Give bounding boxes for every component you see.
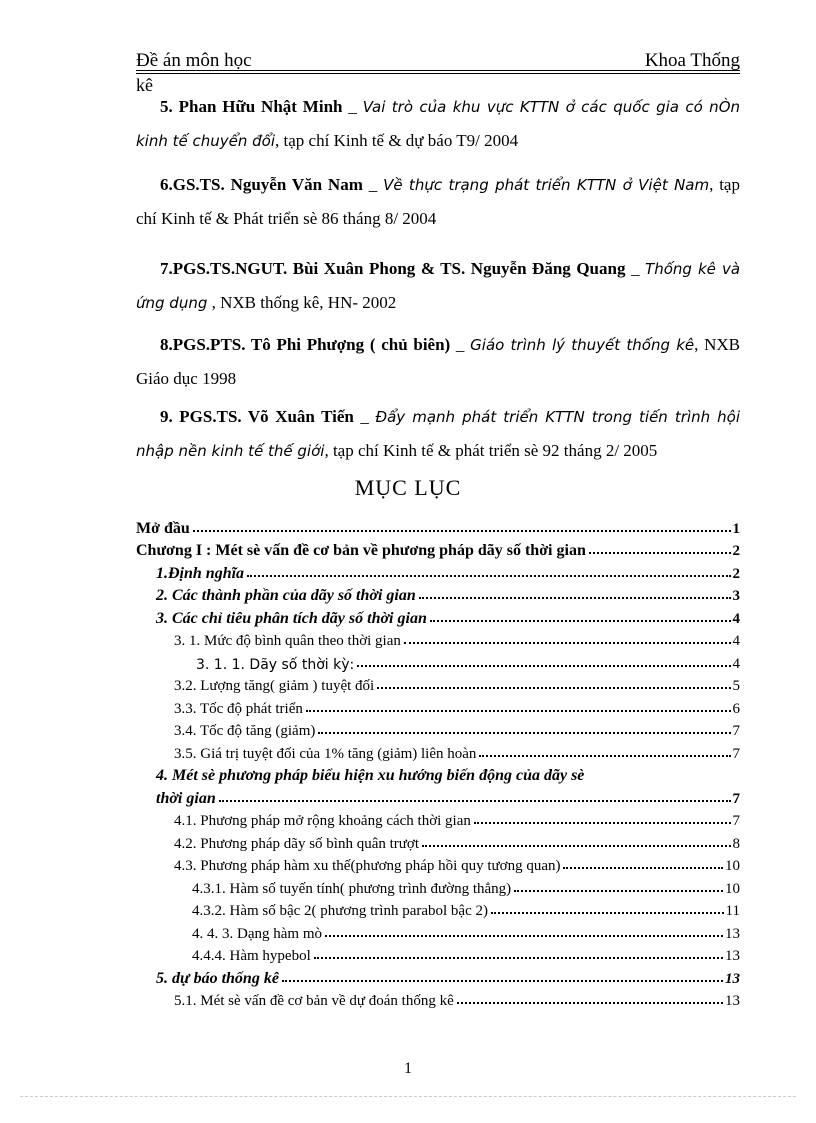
- toc-entry[interactable]: 4.1. Phương pháp mở rộng khoảng cách thời gian 7: [174, 813, 740, 829]
- reference-detail: , tạp chí Kinh tế & phát triển sè 92 tháng 2/ 2005: [324, 441, 658, 460]
- reference-item: 6.GS.TS. Nguyễn Văn Nam _ Về thực trạng phát triển KTTN ở Việt Nam, tạp chí Kinh tế & Phát triển sè 86 tháng 8/ 2004: [136, 175, 740, 228]
- page-number: 1: [404, 1060, 412, 1077]
- toc-page: 2: [732, 565, 740, 582]
- toc-entry[interactable]: 3.2. Lượng tăng( giảm ) tuyệt đối 5: [174, 678, 740, 694]
- reference-number: 8.: [160, 335, 173, 354]
- toc-entry[interactable]: 4. Mét sè phương pháp biểu hiện xu hướng biến động của dãy sè: [156, 767, 585, 784]
- reference-number: 9.: [160, 407, 180, 426]
- toc-page: 8: [732, 835, 740, 852]
- toc-entry[interactable]: 5. dự báo thống kê 13: [156, 969, 740, 987]
- toc-page: 7: [732, 813, 740, 829]
- toc-page: 4: [732, 633, 740, 649]
- header-rule: [136, 73, 740, 74]
- toc-page: 2: [732, 543, 740, 559]
- toc-entry[interactable]: 4.2. Phương pháp dãy số bình quân trượt 8: [174, 835, 740, 852]
- reference-detail: , tạp chí Kinh tế & dự báo T9/ 2004: [275, 131, 519, 150]
- reference-item: 5. Phan Hữu Nhật Minh _ Vai trò của khu vực KTTN ở các quốc gia có nÒn kinh tế chuyển đổi, tạp chí Kinh tế & dự báo T9/ 2004: [136, 97, 741, 150]
- toc-entry[interactable]: 3.3. Tốc độ phát triển 6: [174, 700, 740, 717]
- toc-entry[interactable]: 3. Các chỉ tiêu phân tích dãy số thời gian 4: [156, 609, 740, 627]
- toc-page: 13: [725, 925, 740, 942]
- toc-page: 1: [732, 520, 740, 537]
- toc-entry[interactable]: 3.5. Giá trị tuyệt đối của 1% tăng (giảm) liên hoàn 7: [174, 745, 740, 762]
- reference-author: PGS.TS. Võ Xuân Tiến: [179, 407, 354, 426]
- toc-page: 13: [725, 970, 740, 987]
- page-boundary-line: [20, 1096, 796, 1097]
- page-header: [136, 48, 740, 74]
- table-of-contents: [136, 515, 740, 1010]
- reference-title: Về thực trạng phát triển KTTN ở Việt Nam: [383, 176, 710, 194]
- reference-detail: , NXB thống kê, HN- 2002: [207, 293, 397, 312]
- toc-page: 4: [732, 610, 740, 627]
- reference-author: GS.TS. Nguyễn Văn Nam: [172, 175, 363, 194]
- toc-entry[interactable]: 4.3.2. Hàm số bậc 2( phương trình parabol bậc 2) 11: [192, 903, 740, 919]
- header-continuation: kê: [136, 75, 153, 95]
- toc-page: 10: [725, 858, 740, 874]
- toc-entry[interactable]: Mở đầu 1: [136, 519, 740, 537]
- toc-entry[interactable]: 4.4.4. Hàm hypebol 13: [192, 948, 740, 964]
- reference-title: Đẩy mạnh phát triển KTTN trong tiến trình hội nhập nền kinh tế thế giới: [136, 408, 741, 460]
- toc-title: MỤC LỤC: [354, 475, 462, 500]
- toc-page: 6: [732, 700, 740, 717]
- toc-page: 13: [725, 948, 740, 964]
- toc-page: 4: [732, 655, 740, 672]
- toc-page: 7: [732, 723, 740, 739]
- toc-page: 11: [725, 903, 740, 919]
- toc-page: 10: [725, 880, 740, 897]
- toc-entry[interactable]: 2. Các thành phần của dãy số thời gian 3: [156, 587, 740, 604]
- reference-detail: , tạp chí Kinh tế & Phát triển sè 86 tháng 8/ 2004: [136, 175, 740, 228]
- toc-entry[interactable]: 4.3.1. Hàm số tuyến tính( phương trình đường thẳng) 10: [192, 880, 740, 897]
- reference-item: 7.PGS.TS.NGUT. Bùi Xuân Phong & TS. Nguyễn Đăng Quang _ Thống kê và ứng dụng , NXB thống kê, HN- 2002: [136, 259, 741, 312]
- reference-title: Vai trò của khu vực KTTN ở các quốc gia có nÒn kinh tế chuyển đổi: [136, 98, 741, 150]
- toc-entry[interactable]: Chương I : Mét sè vấn đề cơ bản về phương pháp dãy số thời gian 2: [136, 542, 740, 559]
- toc-page: 7: [732, 745, 740, 762]
- toc-page: 13: [725, 993, 740, 1009]
- reference-author: Phan Hữu Nhật Minh: [178, 97, 343, 116]
- toc-entry[interactable]: 4. 4. 3. Dạng hàm mò 13: [192, 925, 740, 942]
- reference-number: 7.: [160, 259, 173, 278]
- toc-entry[interactable]: 5.1. Mét sè vấn đề cơ bản về dự đoán thống kê 13: [174, 993, 740, 1009]
- toc-entry[interactable]: 3.4. Tốc độ tăng (giảm) 7: [174, 723, 740, 739]
- toc-entry-continuation[interactable]: thời gian 7: [156, 789, 740, 807]
- header-rule: [136, 70, 740, 71]
- reference-detail: , NXB Giáo dục 1998: [136, 335, 740, 388]
- reference-number: 6.: [160, 175, 173, 194]
- toc-entry[interactable]: 4.3. Phương pháp hàm xu thế(phương pháp hồi quy tương quan) 10: [174, 858, 740, 874]
- reference-number: 5.: [160, 97, 179, 116]
- toc-entry[interactable]: 1.Định nghĩa 2: [156, 564, 740, 582]
- reference-item: 9. PGS.TS. Võ Xuân Tiến _ Đẩy mạnh phát triển KTTN trong tiến trình hội nhập nền kinh tế thế giới, tạp chí Kinh tế & phát triển sè 92 tháng 2/ 2005: [136, 407, 741, 460]
- toc-entry[interactable]: 3. 1. Mức độ bình quân theo thời gian 4: [174, 633, 740, 649]
- reference-author: PGS.TS.NGUT. Bùi Xuân Phong & TS. Nguyễn Đăng Quang: [172, 259, 626, 278]
- reference-title: Giáo trình lý thuyết thống kê: [470, 336, 695, 354]
- toc-entry[interactable]: 3. 1. 1. Dãy số thời kỳ: 4: [196, 655, 740, 673]
- toc-page: 5: [732, 678, 740, 694]
- header-right: Khoa Thống: [644, 50, 740, 71]
- reference-title: Thống kê và ứng dụng: [136, 260, 741, 312]
- reference-author: PGS.PTS. Tô Phi Phượng ( chủ biên): [172, 335, 451, 354]
- toc-page: 7: [732, 790, 740, 807]
- reference-item: 8.PGS.PTS. Tô Phi Phượng ( chủ biên) _ Giáo trình lý thuyết thống kê, NXB Giáo dục 1998: [136, 335, 740, 388]
- toc-page: 3: [732, 588, 740, 604]
- header-left: Đề án môn học: [136, 50, 252, 71]
